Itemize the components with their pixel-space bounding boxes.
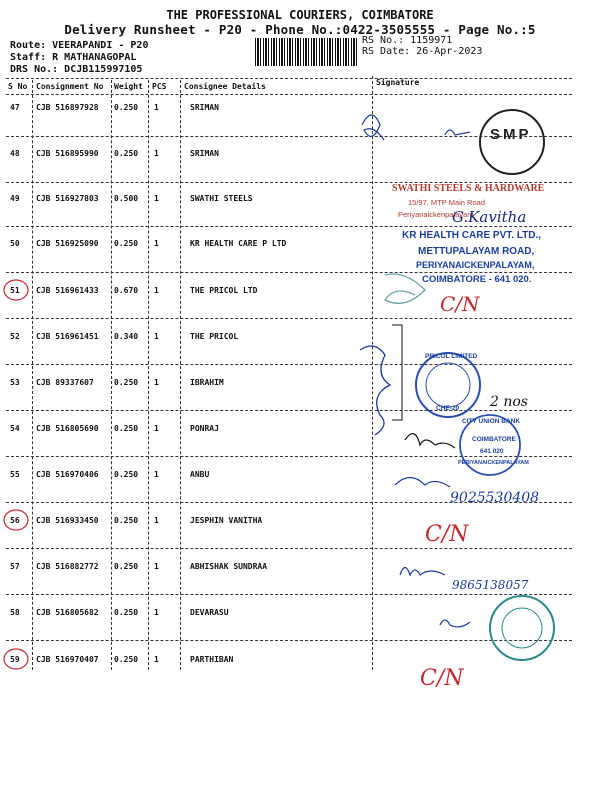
handwritten-phone-57: 9865138057 — [452, 578, 529, 592]
consignee: SRIMAN — [190, 103, 219, 112]
sno: 50 — [10, 239, 20, 248]
consignee: DEVARASU — [190, 608, 229, 617]
sno: 55 — [10, 470, 20, 479]
kr-stamp-addr1: METTUPALAYAM ROAD, — [418, 246, 535, 257]
consignee: THE PRICOL — [190, 332, 239, 341]
route-label: Route: VEERAPANDI - P20 — [10, 40, 149, 51]
signature-scribble-48 — [445, 130, 470, 135]
pcs: 1 — [154, 378, 159, 387]
consignee: THE PRICOL LTD — [190, 286, 258, 295]
weight: 0.250 — [114, 655, 139, 664]
col-weight: Weight — [114, 82, 143, 91]
consignee: JESPHIN VANITHA — [190, 516, 263, 525]
company-title: THE PROFESSIONAL COURIERS, COIMBATORE — [166, 8, 434, 22]
kr-stamp-name: KR HEALTH CARE PVT. LTD., — [402, 230, 542, 241]
consignee: SWATHI STEELS — [190, 194, 253, 203]
handwritten-cn-56: C/N — [425, 522, 469, 547]
cub-stamp-city: COIMBATORE — [472, 436, 516, 443]
cub-stamp-pin: 641 020 — [480, 448, 504, 455]
weight: 0.250 — [114, 516, 139, 525]
swathi-stamp-addr: 15/97, MTP Main Road — [408, 198, 485, 207]
sno: 52 — [10, 332, 20, 341]
consignment-no: CJB 516933450 — [36, 516, 99, 525]
handwritten-2nos: 2 nos — [490, 394, 528, 410]
pcs: 1 — [154, 332, 159, 341]
consignee: ANBU — [190, 470, 210, 479]
weight: 0.340 — [114, 332, 139, 341]
rs-number: RS No.: 1159971 — [362, 35, 453, 46]
sno: 59 — [10, 655, 20, 664]
pcs: 1 — [154, 149, 159, 158]
bracket-mark — [392, 325, 402, 420]
col-sno: S No — [8, 82, 28, 91]
handwritten-kavitha: G.Kavitha — [452, 208, 527, 226]
consignment-no: CJB 516961451 — [36, 332, 99, 341]
consignment-no: CJB 516805682 — [36, 608, 99, 617]
consignment-no: CJB 516961433 — [36, 286, 99, 295]
consignment-no: CJB 516895990 — [36, 149, 99, 158]
red-circle-56 — [4, 510, 28, 530]
weight: 0.250 — [114, 239, 139, 248]
pricol-stamp-inner — [426, 363, 470, 407]
signature-scribble-54 — [405, 434, 455, 448]
pcs: 1 — [154, 516, 159, 525]
consignment-no: CJB 89337607 — [36, 378, 94, 387]
weight: 0.250 — [114, 424, 139, 433]
col-consignment: Consignment No — [36, 82, 104, 91]
consignment-no: CJB 516927803 — [36, 194, 99, 203]
consignee: PONRAJ — [190, 424, 219, 433]
sno: 47 — [10, 103, 20, 112]
signature-scribble-58 — [440, 620, 470, 627]
pcs: 1 — [154, 286, 159, 295]
sno: 49 — [10, 194, 20, 203]
consignment-no: CJB 516882772 — [36, 562, 99, 571]
signature-scribble-57 — [400, 568, 445, 576]
handwritten-cn-51: C/N — [440, 292, 480, 316]
pcs: 1 — [154, 562, 159, 571]
swathi-stamp-name: SWATHI STEELS & HARDWARE — [392, 183, 545, 194]
weight: 0.250 — [114, 149, 139, 158]
pcs: 1 — [154, 655, 159, 664]
weight: 0.670 — [114, 286, 139, 295]
cub-stamp-branch: PERIYANAICKENPALAYAM — [458, 460, 529, 466]
signature-scribble-47 — [362, 115, 384, 140]
signature-scribble-52 — [360, 346, 390, 435]
drs-label: DRS No.: DCJB115997105 — [10, 64, 143, 75]
pcs: 1 — [154, 608, 159, 617]
cub-stamp-ring-2 — [490, 596, 554, 660]
sno: 58 — [10, 608, 20, 617]
weight: 0.250 — [114, 470, 139, 479]
pcs: 1 — [154, 424, 159, 433]
signature-scribble-55 — [395, 478, 450, 488]
consignee: IBRAHIM — [190, 378, 224, 387]
consignee: ABHISHAK SUNDRAA — [190, 562, 268, 571]
sno: 53 — [10, 378, 20, 387]
weight: 0.250 — [114, 562, 139, 571]
cub-stamp-inner-2 — [502, 608, 542, 648]
consignment-no: CJB 516897928 — [36, 103, 99, 112]
smp-stamp-text: SMP — [490, 126, 532, 143]
col-pcs: PCS — [152, 82, 167, 91]
consignment-no: CJB 516805690 — [36, 424, 99, 433]
col-signature: Signature — [376, 78, 420, 87]
pcs: 1 — [154, 239, 159, 248]
sno: 51 — [10, 286, 20, 295]
staff-label: Staff: R MATHANAGOPAL — [10, 52, 137, 63]
swathi-stamp-city: Periyanaickenpalayam — [398, 210, 474, 219]
consignment-no: CJB 516925090 — [36, 239, 99, 248]
consignee: SRIMAN — [190, 149, 219, 158]
red-circle-51 — [4, 280, 28, 300]
sno: 54 — [10, 424, 20, 433]
col-consignee: Consignee Details — [184, 82, 266, 91]
handwritten-phone-55: 9025530408 — [450, 490, 540, 506]
kr-stamp-addr2: PERIYANAICKENPALAYAM, — [416, 260, 535, 270]
sno: 57 — [10, 562, 20, 571]
signature-scribble-51 — [385, 274, 425, 303]
sno: 48 — [10, 149, 20, 158]
runsheet-title: Delivery Runsheet - P20 - Phone No.:0422-3505555 - Page No.:5 — [64, 22, 536, 37]
weight: 0.250 — [114, 103, 139, 112]
consignment-no: CJB 516970406 — [36, 470, 99, 479]
weight: 0.250 — [114, 378, 139, 387]
pricol-stamp-sub: CHE-20 — [436, 405, 460, 412]
pcs: 1 — [154, 103, 159, 112]
kr-stamp-addr3: COIMBATORE - 641 020. — [422, 274, 532, 285]
rs-date: RS Date: 26-Apr-2023 — [362, 46, 483, 57]
weight: 0.250 — [114, 608, 139, 617]
pcs: 1 — [154, 470, 159, 479]
red-circle-59 — [4, 649, 28, 669]
cub-stamp-ring-text: CITY UNION BANK — [462, 418, 521, 425]
pricol-stamp-text: PRICOL LIMITED — [425, 353, 478, 360]
consignment-no: CJB 516970407 — [36, 655, 99, 664]
pcs: 1 — [154, 194, 159, 203]
weight: 0.500 — [114, 194, 139, 203]
consignee: PARTHIBAN — [190, 655, 234, 664]
sno: 56 — [10, 516, 20, 525]
consignee: KR HEALTH CARE P LTD — [190, 239, 287, 248]
handwritten-cn-59: C/N — [420, 666, 464, 691]
